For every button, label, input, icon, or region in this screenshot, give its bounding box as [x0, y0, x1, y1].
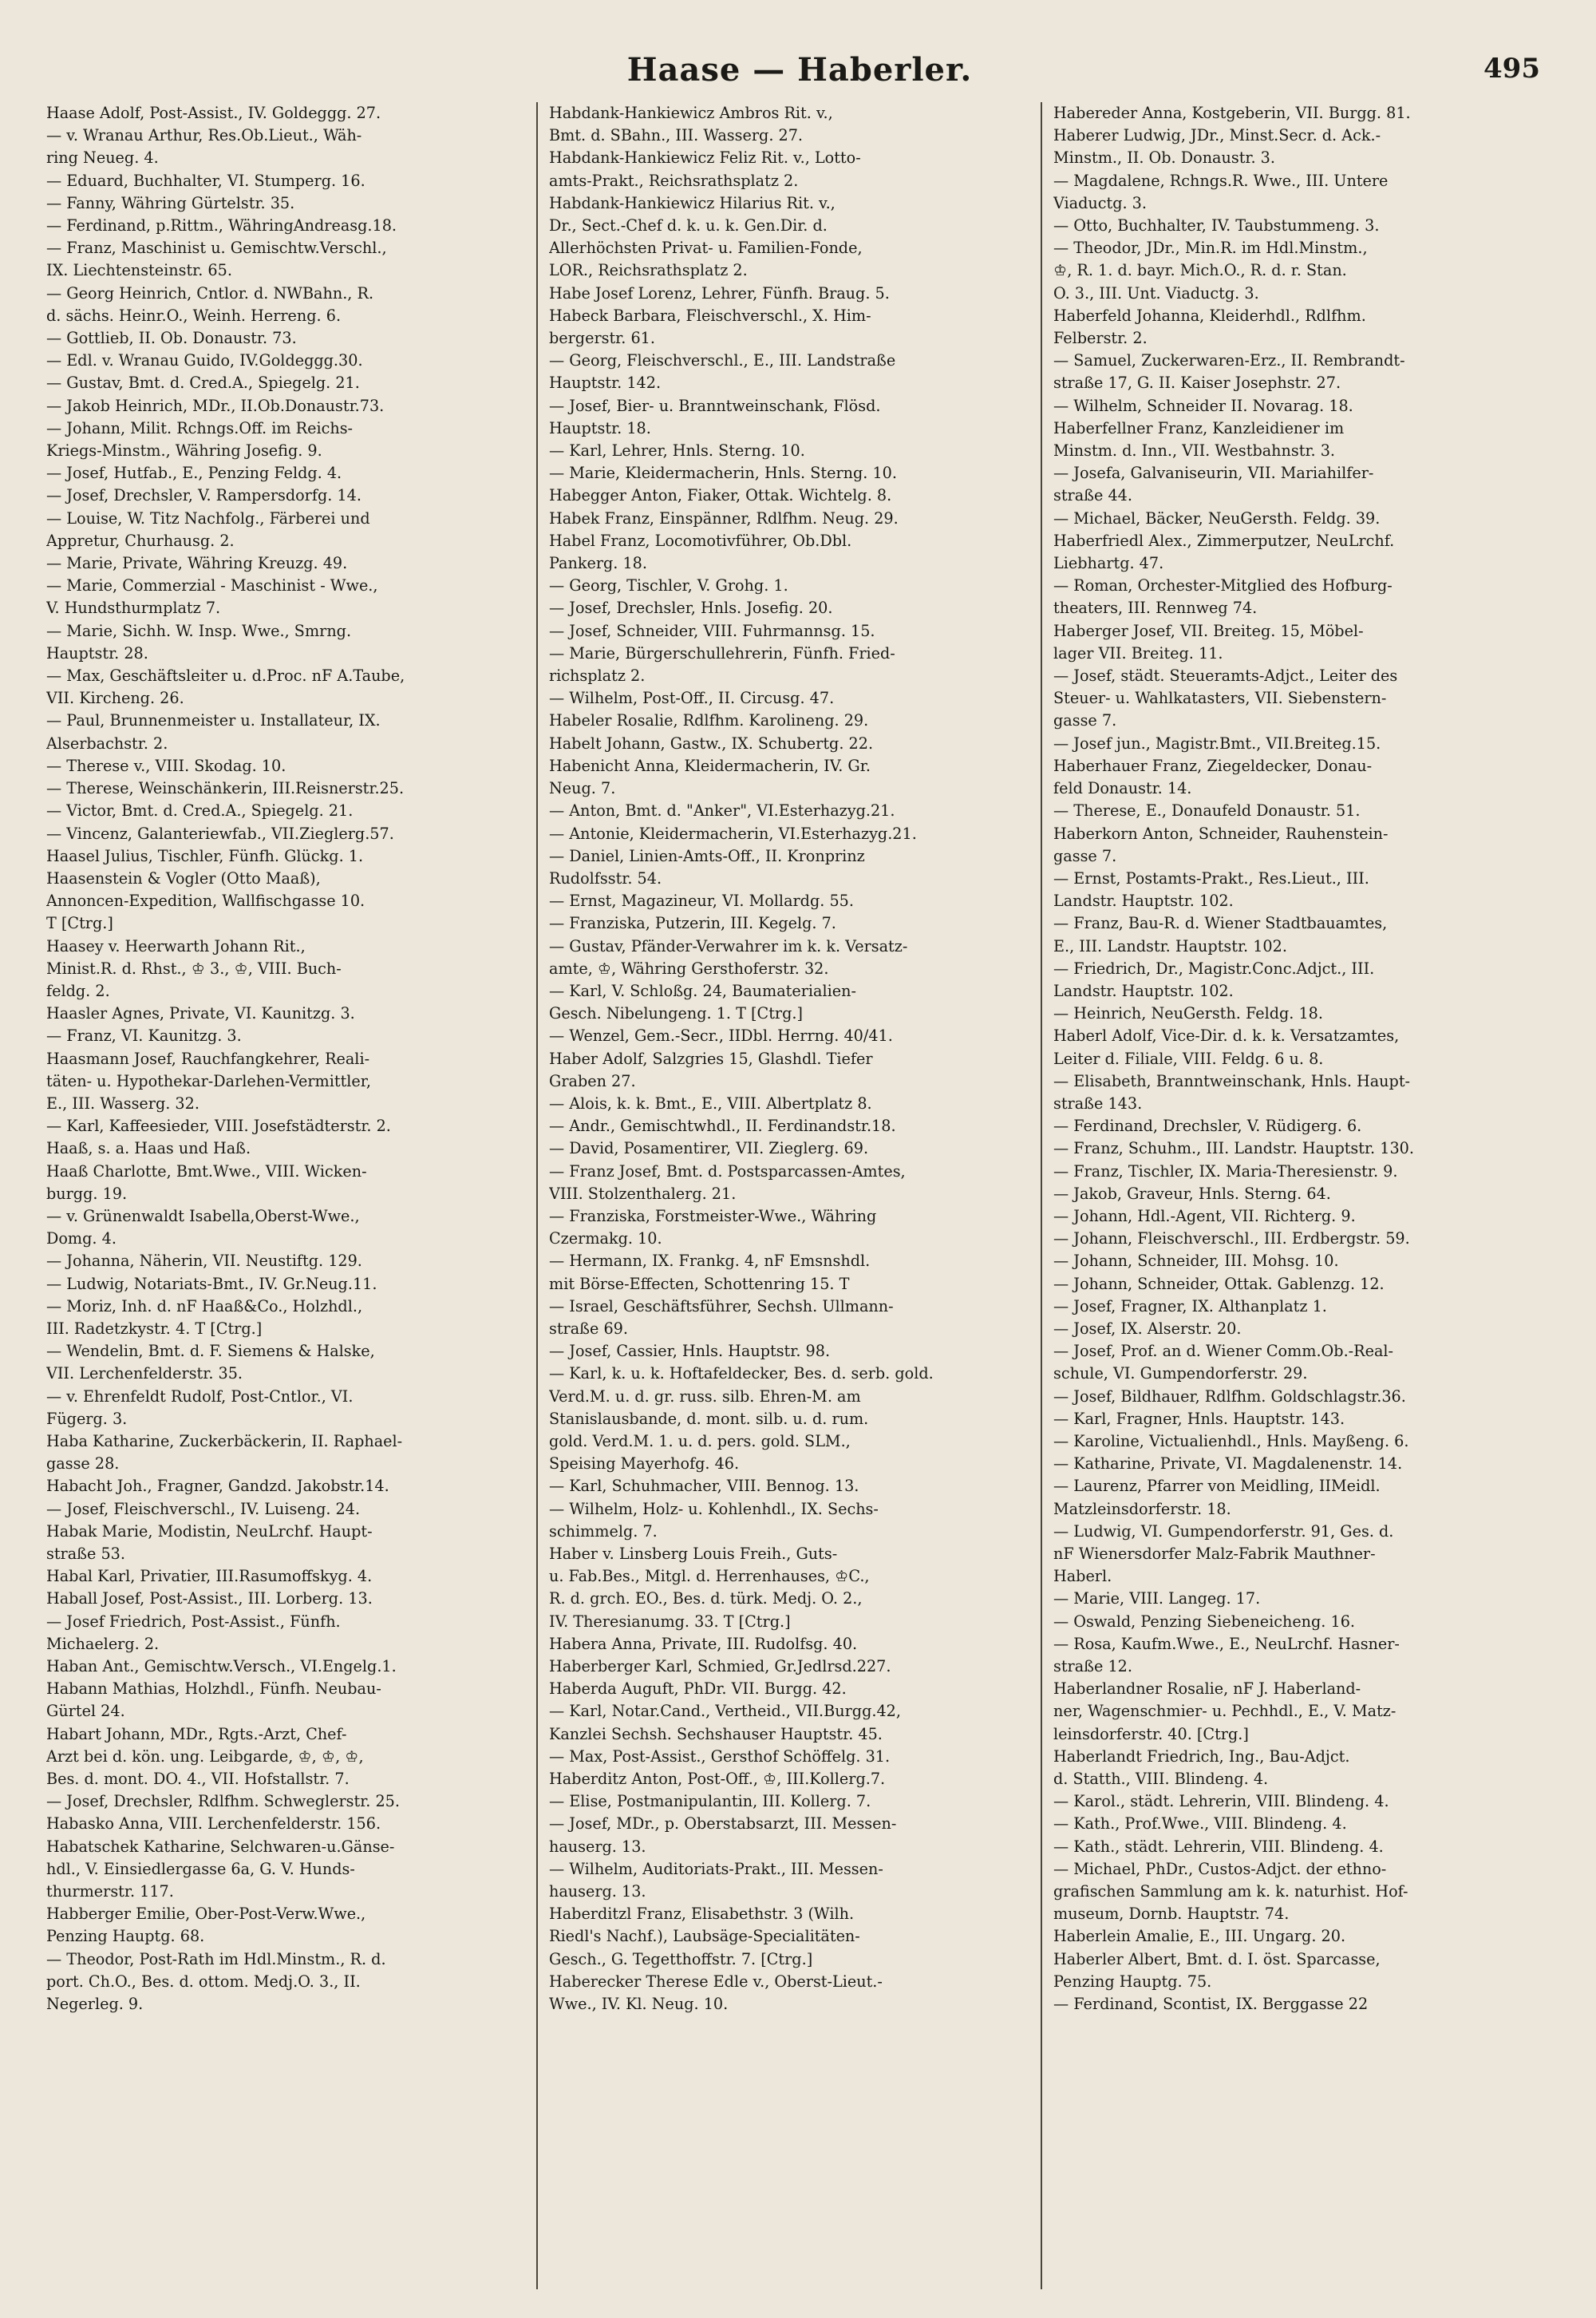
directory-line: Dr., Sect.-Chef d. k. u. k. Gen.Dir. d.: [549, 216, 828, 235]
directory-line: — Karl, Notar.Cand., Vertheid., VII.Burgg.42,: [549, 1702, 901, 1721]
directory-line: Allerhöchsten Privat- u. Familien-Fonde,: [549, 239, 863, 258]
directory-line: ♔, R. 1. d. bayr. Mich.O., R. d. r. Stan.: [1053, 261, 1347, 280]
directory-line: — Wilhelm, Post-Off., II. Circusg. 47.: [549, 689, 835, 708]
directory-line: — v. Grünenwaldt Isabella,Oberst-Wwe.,: [46, 1206, 360, 1225]
directory-line: — Josef Friedrich, Post-Assist., Fünfh.: [46, 1612, 341, 1631]
directory-line: — Marie, Commerzial - Maschinist - Wwe.,: [46, 576, 378, 595]
directory-line: — Theodor, JDr., Min.R. im Hdl.Minstm.,: [1053, 239, 1368, 258]
directory-line: Habatschek Katharine, Selchwaren-u.Gänse-: [46, 1837, 395, 1856]
directory-line: Hauptstr. 142.: [549, 374, 662, 393]
directory-line: — Michael, PhDr., Custos-Adjct. der ethno-: [1053, 1859, 1387, 1878]
directory-line: — Franziska, Forstmeister-Wwe., Währing: [549, 1206, 877, 1225]
directory-line: — Karoline, Victualienhdl., Hnls. Mayßeng. 6.: [1053, 1431, 1409, 1450]
directory-line: — Georg, Tischler, V. Grohg. 1.: [549, 576, 788, 595]
directory-line: Wwe., IV. Kl. Neug. 10.: [549, 1995, 729, 2014]
directory-line: Haberlein Amalie, E., III. Ungarg. 20.: [1053, 1927, 1346, 1946]
directory-line: bergerstr. 61.: [549, 329, 655, 348]
directory-line: Steuer- u. Wahlkatasters, VII. Siebenstern-: [1053, 689, 1387, 708]
directory-line: — Eduard, Buchhalter, VI. Stumperg. 16.: [46, 171, 365, 190]
directory-line: täten- u. Hypothekar-Darlehen-Vermittler,: [46, 1071, 371, 1090]
directory-line: — Gustav, Pfänder-Verwahrer im k. k. Versatz-: [549, 936, 908, 955]
directory-line: — Kath., städt. Lehrerin, VIII. Blindeng. 4.: [1053, 1837, 1384, 1856]
directory-line: — Karl, V. Schloßg. 24, Baumaterialien-: [549, 981, 856, 1000]
directory-line: ner, Wagenschmier- u. Pechhdl., E., V. Matz-: [1053, 1702, 1396, 1721]
directory-line: Habasko Anna, VIII. Lerchenfelderstr. 156.: [46, 1814, 381, 1833]
directory-line: — Friedrich, Dr., Magistr.Conc.Adjct., III.: [1053, 959, 1375, 978]
directory-line: — Ludwig, Notariats-Bmt., IV. Gr.Neug.11.: [46, 1274, 377, 1293]
directory-line: Haba Katharine, Zuckerbäckerin, II. Raphael-: [46, 1431, 403, 1450]
directory-line: d. sächs. Heinr.O., Weinh. Herreng. 6.: [46, 306, 342, 325]
directory-line: Minstm. d. Inn., VII. Westbahnstr. 3.: [1053, 441, 1336, 461]
directory-line: — Louise, W. Titz Nachfolg., Färberei und: [46, 508, 370, 528]
directory-line: O. 3., III. Unt. Viaductg. 3.: [1053, 283, 1259, 303]
directory-line: — Franz, Schuhm., III. Landstr. Hauptstr. 130.: [1053, 1139, 1414, 1158]
directory-line: — Josef, Fleischverschl., IV. Luiseng. 24.: [46, 1499, 361, 1518]
directory-line: theaters, III. Rennweg 74.: [1053, 599, 1258, 618]
directory-line: Rudolfsstr. 54.: [549, 868, 662, 888]
directory-line: — Josef, Prof. an d. Wiener Comm.Ob.-Real-: [1053, 1342, 1394, 1361]
directory-line: — Therese, Weinschänkerin, III.Reisnerstr.25.: [46, 779, 405, 798]
directory-line: Haberditzl Franz, Elisabethstr. 3 (Wilh.: [549, 1905, 855, 1924]
directory-line: — Anton, Bmt. d. "Anker", VI.Esterhazyg.21.: [549, 801, 895, 821]
directory-line: R. d. grch. EO., Bes. d. türk. Medj. O. 2.,: [549, 1589, 863, 1608]
directory-line: gasse 28.: [46, 1454, 120, 1473]
directory-line: VII. Lerchenfelderstr. 35.: [46, 1364, 243, 1383]
directory-line: gold. Verd.M. 1. u. d. pers. gold. SLM.,: [549, 1431, 851, 1450]
directory-line: Habart Johann, MDr., Rgts.-Arzt, Chef-: [46, 1724, 347, 1743]
directory-line: — Johann, Hdl.-Agent, VII. Richterg. 9.: [1053, 1206, 1356, 1225]
directory-line: Fügerg. 3.: [46, 1409, 128, 1428]
directory-line: Haber Adolf, Salzgries 15, Glashdl. Tiefer: [549, 1049, 873, 1068]
directory-line: — Josef, IX. Alserstr. 20.: [1053, 1319, 1242, 1338]
directory-line: Haasler Agnes, Private, VI. Kaunitzg. 3.: [46, 1004, 355, 1023]
directory-line: Habelt Johann, Gastw., IX. Schubertg. 22.: [549, 734, 874, 753]
directory-line: III. Radetzkystr. 4. T [Ctrg.]: [46, 1319, 263, 1338]
directory-line: — Heinrich, NeuGersth. Feldg. 18.: [1053, 1004, 1323, 1023]
column-divider: [1041, 102, 1042, 2289]
directory-line: Habeler Rosalie, Rdlfhm. Karolineng. 29.: [549, 711, 869, 730]
directory-line: — Marie, Kleidermacherin, Hnls. Sterng. 10.: [549, 464, 897, 483]
directory-line: — Kath., Prof.Wwe., VIII. Blindeng. 4.: [1053, 1814, 1347, 1833]
directory-line: Haase Adolf, Post-Assist., IV. Goldeggg. 27.: [46, 104, 381, 122]
directory-line: Speising Mayerhofg. 46.: [549, 1454, 740, 1473]
directory-line: gasse 7.: [1053, 846, 1117, 865]
directory-line: — Magdalene, Rchngs.R. Wwe., III. Untere: [1053, 171, 1389, 190]
directory-line: — Elisabeth, Branntweinschank, Hnls. Haupt-: [1053, 1071, 1411, 1090]
directory-line: — Victor, Bmt. d. Cred.A., Spiegelg. 21.: [46, 801, 354, 821]
directory-line: — Johann, Schneider, Ottak. Gablenzg. 12.: [1053, 1274, 1385, 1293]
directory-line: — Franz, Bau-R. d. Wiener Stadtbauamtes,: [1053, 914, 1388, 933]
directory-line: Minist.R. d. Rhst., ♔ 3., ♔, VIII. Buch-: [46, 959, 342, 978]
directory-line: Appretur, Churhausg. 2.: [46, 531, 235, 550]
directory-line: IV. Theresianumg. 33. T [Ctrg.]: [549, 1612, 791, 1631]
directory-line: — Johanna, Näherin, VII. Neustiftg. 129.: [46, 1252, 362, 1271]
directory-line: Kriegs-Minstm., Währing Josefig. 9.: [46, 441, 322, 461]
directory-line: Liebhartg. 47.: [1053, 554, 1164, 573]
directory-line: d. Statth., VIII. Blindeng. 4.: [1053, 1770, 1269, 1789]
directory-line: — Josef, MDr., p. Oberstabsarzt, III. Messen-: [549, 1814, 897, 1833]
directory-line: Kanzlei Sechsh. Sechshauser Hauptstr. 45.: [549, 1724, 883, 1743]
directory-line: — Edl. v. Wranau Guido, IV.Goldeggg.30.: [46, 351, 363, 370]
directory-line: — Josef, Bildhauer, Rdlfhm. Goldschlagstr.36.: [1053, 1386, 1406, 1406]
directory-line: schimmelg. 7.: [549, 1521, 658, 1541]
directory-line: Penzing Hauptg. 75.: [1053, 1972, 1212, 1991]
directory-line: Habdank-Hankiewicz Ambros Rit. v.,: [549, 104, 833, 122]
directory-line: Haberl.: [1053, 1567, 1112, 1586]
directory-line: — v. Ehrenfeldt Rudolf, Post-Cntlor., VI.: [46, 1386, 354, 1406]
directory-line: — Josef jun., Magistr.Bmt., VII.Breiteg.15.: [1053, 734, 1381, 753]
directory-line: Domg. 4.: [46, 1229, 117, 1248]
directory-line: — Israel, Geschäftsführer, Sechsh. Ullmann-: [549, 1296, 894, 1315]
directory-line: Haasmann Josef, Rauchfangkehrer, Reali-: [46, 1049, 370, 1068]
column-3: [1053, 102, 1529, 2289]
directory-line: — Daniel, Linien-Amts-Off., II. Kronprinz: [549, 846, 865, 865]
directory-line: Habeck Barbara, Fleischverschl., X. Him-: [549, 306, 871, 325]
directory-line: — Franz, Maschinist u. Gemischtw.Verschl.,: [46, 239, 387, 258]
directory-line: — Franz Josef, Bmt. d. Postsparcassen-Amtes,: [549, 1161, 906, 1181]
column-1: [46, 102, 522, 2289]
running-head: Haase — Haberler.: [626, 51, 973, 89]
directory-line: Habel Franz, Locomotivführer, Ob.Dbl.: [549, 531, 852, 550]
directory-line: — Wilhelm, Holz- u. Kohlenhdl., IX. Sechs-: [549, 1499, 879, 1518]
directory-line: grafischen Sammlung am k. k. naturhist. Hof-: [1053, 1882, 1408, 1901]
directory-line: Haberlandt Friedrich, Ing., Bau-Adjct.: [1053, 1746, 1350, 1766]
directory-line: Graben 27.: [549, 1071, 636, 1090]
directory-line: V. Hundsthurmplatz 7.: [46, 599, 221, 618]
directory-line: hauserg. 13.: [549, 1837, 646, 1856]
directory-line: lager VII. Breiteg. 11.: [1053, 643, 1223, 663]
directory-line: — Georg Heinrich, Cntlor. d. NWBahn., R.: [46, 283, 374, 303]
directory-line: — Alois, k. k. Bmt., E., VIII. Albertplatz 8.: [549, 1094, 872, 1113]
directory-line: — Max, Geschäftsleiter u. d.Proc. nF A.Taube,: [46, 667, 405, 686]
directory-line: — Oswald, Penzing Siebeneicheng. 16.: [1053, 1612, 1356, 1631]
directory-line: Habak Marie, Modistin, NeuLrchf. Haupt-: [46, 1521, 373, 1541]
directory-line: — Josef, Drechsler, V. Rampersdorfg. 14.: [46, 486, 361, 505]
directory-line: Habberger Emilie, Ober-Post-Verw.Wwe.,: [46, 1905, 366, 1924]
directory-line: — Josef, Hutfab., E., Penzing Feldg. 4.: [46, 464, 342, 483]
directory-line: — Ferdinand, Scontist, IX. Berggasse 22: [1053, 1995, 1369, 2014]
directory-line: Gesch., G. Tegetthoffstr. 7. [Ctrg.]: [549, 1949, 813, 1968]
directory-line: Habal Karl, Privatier, III.Rasumoffskyg. 4.: [46, 1567, 373, 1586]
directory-line: — Therese v., VIII. Skodag. 10.: [46, 756, 286, 775]
directory-line: — Max, Post-Assist., Gersthof Schöffelg. 31.: [549, 1746, 891, 1766]
directory-line: Hauptstr. 28.: [46, 643, 148, 663]
directory-line: — Josef, Fragner, IX. Althanplatz 1.: [1053, 1296, 1327, 1315]
directory-line: Annoncen-Expedition, Wallfischgasse 10.: [46, 892, 365, 911]
directory-line: Landstr. Hauptstr. 102.: [1053, 892, 1234, 911]
directory-line: Verd.M. u. d. gr. russ. silb. Ehren-M. am: [549, 1386, 861, 1406]
directory-line: Czermakg. 10.: [549, 1229, 662, 1248]
directory-line: — Josefa, Galvaniseurin, VII. Mariahilfer-: [1053, 464, 1374, 483]
directory-line: — Georg, Fleischverschl., E., III. Landstraße: [549, 351, 896, 370]
directory-line: T [Ctrg.]: [46, 914, 113, 933]
directory-line: Arzt bei d. kön. ung. Leibgarde, ♔, ♔, ♔,: [46, 1746, 364, 1766]
directory-line: Haberlandner Rosalie, nF J. Haberland-: [1053, 1679, 1361, 1699]
directory-line: — Ernst, Magazineur, VI. Mollardg. 55.: [549, 892, 854, 911]
directory-line: — Karol., städt. Lehrerin, VIII. Blindeng. 4.: [1053, 1792, 1389, 1811]
directory-line: thurmerstr. 117.: [46, 1882, 174, 1901]
directory-line: Habdank-Hankiewicz Feliz Rit. v., Lotto-: [549, 148, 861, 168]
page-header: [48, 51, 1551, 93]
directory-line: — Ludwig, VI. Gumpendorferstr. 91, Ges. d.: [1053, 1521, 1394, 1541]
directory-line: leinsdorferstr. 40. [Ctrg.]: [1053, 1724, 1249, 1743]
directory-line: amts-Prakt., Reichsrathsplatz 2.: [549, 171, 799, 190]
directory-line: VII. Kircheng. 26.: [46, 689, 184, 708]
directory-line: — Josef, Drechsler, Rdlfhm. Schweglerstr. 25.: [46, 1792, 400, 1811]
directory-line: — Johann, Schneider, III. Mohsg. 10.: [1053, 1252, 1339, 1271]
directory-line: Habek Franz, Einspänner, Rdlfhm. Neug. 29.: [549, 508, 899, 528]
directory-line: Landstr. Hauptstr. 102.: [1053, 981, 1234, 1000]
directory-line: — Jakob Heinrich, MDr., II.Ob.Donaustr.73.: [46, 396, 385, 415]
directory-line: Habegger Anton, Fiaker, Ottak. Wichtelg. 8.: [549, 486, 892, 505]
directory-line: Haberfeld Johanna, Kleiderhdl., Rdlfhm.: [1053, 306, 1366, 325]
directory-line: VIII. Stolzenthalerg. 21.: [549, 1184, 737, 1203]
directory-line: straße 69.: [549, 1319, 628, 1338]
directory-line: feldg. 2.: [46, 981, 110, 1000]
directory-line: Haberkorn Anton, Schneider, Rauhenstein-: [1053, 824, 1389, 843]
directory-line: Habdank-Hankiewicz Hilarius Rit. v.,: [549, 193, 836, 212]
directory-line: — Andr., Gemischtwhdl., II. Ferdinandstr.18.: [549, 1117, 896, 1136]
page-number: 495: [1483, 53, 1540, 85]
directory-line: Minstm., II. Ob. Donaustr. 3.: [1053, 148, 1275, 168]
column-2: [549, 102, 1025, 2289]
directory-line: — Gustav, Bmt. d. Cred.A., Spiegelg. 21.: [46, 374, 360, 393]
directory-line: Habera Anna, Private, III. Rudolfsg. 40.: [549, 1634, 858, 1653]
directory-line: — Jakob, Graveur, Hnls. Sterng. 64.: [1053, 1184, 1331, 1203]
directory-line: — Marie, Private, Währing Kreuzg. 49.: [46, 554, 348, 573]
directory-line: Haberfriedl Alex., Zimmerputzer, NeuLrchf.: [1053, 531, 1395, 550]
directory-line: — Karl, Schuhmacher, VIII. Bennog. 13.: [549, 1477, 859, 1496]
directory-line: Matzleinsdorferstr. 18.: [1053, 1499, 1231, 1518]
directory-line: Riedl's Nachf.), Laubsäge-Specialitäten-: [549, 1927, 860, 1946]
directory-line: Gesch. Nibelungeng. 1. T [Ctrg.]: [549, 1004, 803, 1023]
directory-line: — Johann, Milit. Rchngs.Off. im Reichs-: [46, 418, 354, 437]
directory-line: — Karl, Fragner, Hnls. Hauptstr. 143.: [1053, 1409, 1345, 1428]
directory-line: Haball Josef, Post-Assist., III. Lorberg. 13.: [46, 1589, 373, 1608]
directory-line: — Laurenz, Pfarrer von Meidling, IIMeidl.: [1053, 1477, 1381, 1496]
directory-line: Michaelerg. 2.: [46, 1634, 160, 1653]
directory-line: — Therese, E., Donaufeld Donaustr. 51.: [1053, 801, 1361, 821]
directory-line: u. Fab.Bes., Mitgl. d. Herrenhauses, ♔C.,: [549, 1567, 870, 1586]
directory-line: port. Ch.O., Bes. d. ottom. Medj.O. 3., II.: [46, 1972, 361, 1991]
directory-line: — Moriz, Inh. d. nF Haaß&Co., Holzhdl.,: [46, 1296, 363, 1315]
directory-line: Habenicht Anna, Kleidermacherin, IV. Gr.: [549, 756, 871, 775]
directory-line: Habe Josef Lorenz, Lehrer, Fünfh. Braug. 5.: [549, 283, 890, 303]
directory-line: — Karl, k. u. k. Hoftafeldecker, Bes. d. serb. gold.: [549, 1364, 934, 1383]
directory-line: Bmt. d. SBahn., III. Wasserg. 27.: [549, 126, 804, 145]
directory-line: straße 143.: [1053, 1094, 1143, 1113]
directory-line: hauserg. 13.: [549, 1882, 646, 1901]
directory-line: Alserbachstr. 2.: [46, 734, 168, 753]
directory-line: Haban Ant., Gemischtw.Versch., VI.Engelg.1.: [46, 1657, 397, 1676]
directory-line: — Otto, Buchhalter, IV. Taubstummeng. 3.: [1053, 216, 1380, 235]
directory-line: — Karl, Kaffeesieder, VIII. Josefstädterstr. 2.: [46, 1117, 391, 1136]
directory-line: — Vincenz, Galanteriewfab., VII.Zieglerg.57.: [46, 824, 394, 843]
directory-line: — Rosa, Kaufm.Wwe., E., NeuLrchf. Hasner-: [1053, 1634, 1400, 1653]
directory-columns: [46, 102, 1539, 2297]
directory-line: — Roman, Orchester-Mitglied des Hofburg-: [1053, 576, 1393, 595]
directory-line: LOR., Reichsrathsplatz 2.: [549, 261, 748, 280]
directory-line: E., III. Landstr. Hauptstr. 102.: [1053, 936, 1287, 955]
directory-line: — Josef, Cassier, Hnls. Hauptstr. 98.: [549, 1342, 831, 1361]
directory-line: museum, Dornb. Hauptstr. 74.: [1053, 1905, 1290, 1924]
column-divider: [536, 102, 538, 2289]
directory-line: mit Börse-Effecten, Schottenring 15. T: [549, 1274, 850, 1293]
directory-line: — Franz, VI. Kaunitzg. 3.: [46, 1026, 242, 1046]
directory-line: — Marie, Sichh. W. Insp. Wwe., Smrng.: [46, 621, 352, 640]
directory-line: Haaß, s. a. Haas und Haß.: [46, 1139, 251, 1158]
directory-line: Pankerg. 18.: [549, 554, 647, 573]
directory-line: Gürtel 24.: [46, 1702, 125, 1721]
directory-line: — Hermann, IX. Frankg. 4, nF Emsnshdl.: [549, 1252, 871, 1271]
directory-line: — Antonie, Kleidermacherin, VI.Esterhazyg.21.: [549, 824, 917, 843]
directory-line: gasse 7.: [1053, 711, 1117, 730]
directory-line: amte, ♔, Währing Gersthoferstr. 32.: [549, 959, 829, 978]
directory-line: Bes. d. mont. DO. 4., VII. Hofstallstr. 7.: [46, 1770, 350, 1789]
directory-line: — Ernst, Postamts-Prakt., Res.Lieut., III.: [1053, 868, 1369, 888]
directory-line: — Karl, Lehrer, Hnls. Sterng. 10.: [549, 441, 805, 461]
directory-line: Haberditz Anton, Post-Off., ♔, III.Kollerg.7.: [549, 1770, 886, 1789]
directory-line: Habann Mathias, Holzhdl., Fünfh. Neubau-: [46, 1679, 381, 1699]
directory-line: Haberda Auguft, PhDr. VII. Burgg. 42.: [549, 1679, 847, 1699]
directory-line: — Wendelin, Bmt. d. F. Siemens & Halske,: [46, 1342, 375, 1361]
directory-line: — Marie, VIII. Langeg. 17.: [1053, 1589, 1261, 1608]
directory-line: Haasenstein & Vogler (Otto Maaß),: [46, 868, 321, 888]
directory-line: — Wilhelm, Schneider II. Novarag. 18.: [1053, 396, 1353, 415]
directory-line: burgg. 19.: [46, 1184, 128, 1203]
directory-line: — Samuel, Zuckerwaren-Erz., II. Rembrandt-: [1053, 351, 1405, 370]
directory-line: straße 44.: [1053, 486, 1132, 505]
directory-line: Leiter d. Filiale, VIII. Feldg. 6 u. 8.: [1053, 1049, 1324, 1068]
directory-line: Haber v. Linsberg Louis Freih., Guts-: [549, 1545, 838, 1563]
directory-line: — Josef, städt. Steueramts-Adjct., Leiter des: [1053, 667, 1398, 686]
directory-line: Haberecker Therese Edle v., Oberst-Lieut.-: [549, 1972, 883, 1991]
directory-line: — Josef, Bier- u. Branntweinschank, Flösd.: [549, 396, 881, 415]
directory-line: ring Neueg. 4.: [46, 148, 159, 168]
directory-line: — Marie, Bürgerschullehrerin, Fünfh. Fried-: [549, 643, 895, 663]
directory-line: — v. Wranau Arthur, Res.Ob.Lieut., Wäh-: [46, 126, 362, 145]
directory-line: Negerleg. 9.: [46, 1995, 144, 2014]
directory-line: — Elise, Postmanipulantin, III. Kollerg. 7.: [549, 1792, 871, 1811]
directory-line: Felberstr. 2.: [1053, 329, 1148, 348]
directory-line: — David, Posamentirer, VII. Zieglerg. 69.: [549, 1139, 869, 1158]
directory-line: — Paul, Brunnenmeister u. Installateur, IX.: [46, 711, 381, 730]
directory-line: Haberer Ludwig, JDr., Minst.Secr. d. Ack.-: [1053, 126, 1381, 145]
directory-line: E., III. Wasserg. 32.: [46, 1094, 200, 1113]
directory-line: — Franz, Tischler, IX. Maria-Theresienstr. 9.: [1053, 1161, 1398, 1181]
directory-line: — Fanny, Währing Gürtelstr. 35.: [46, 193, 295, 212]
directory-line: Haasel Julius, Tischler, Fünfh. Glückg. 1.: [46, 846, 364, 865]
directory-line: Stanislausbande, d. mont. silb. u. d. rum.: [549, 1409, 869, 1428]
directory-line: — Josef, Drechsler, Hnls. Josefig. 20.: [549, 599, 833, 618]
directory-line: — Wenzel, Gem.-Secr., IIDbl. Herrng. 40/41.: [549, 1026, 893, 1046]
directory-line: Habacht Joh., Fragner, Gandzd. Jakobstr.14.: [46, 1477, 389, 1496]
directory-line: richsplatz 2.: [549, 667, 646, 686]
directory-line: — Ferdinand, Drechsler, V. Rüdigerg. 6.: [1053, 1117, 1362, 1136]
directory-line: — Franziska, Putzerin, III. Kegelg. 7.: [549, 914, 836, 933]
directory-line: Hauptstr. 18.: [549, 418, 651, 437]
directory-line: Haberler Albert, Bmt. d. I. öst. Sparcasse,: [1053, 1949, 1381, 1968]
directory-line: hdl., V. Einsiedlergasse 6a, G. V. Hunds-: [46, 1859, 355, 1878]
directory-line: straße 53.: [46, 1545, 125, 1563]
directory-line: schule, VI. Gumpendorferstr. 29.: [1053, 1364, 1308, 1383]
directory-line: Haberberger Karl, Schmied, Gr.Jedlrsd.227.: [549, 1657, 891, 1676]
directory-line: — Katharine, Private, VI. Magdalenenstr. 14.: [1053, 1454, 1403, 1473]
directory-line: Haberhauer Franz, Ziegeldecker, Donau-: [1053, 756, 1373, 775]
directory-line: — Gottlieb, II. Ob. Donaustr. 73.: [46, 329, 297, 348]
directory-line: straße 12.: [1053, 1657, 1132, 1676]
directory-line: Viaductg. 3.: [1053, 193, 1147, 212]
directory-line: straße 17, G. II. Kaiser Josephstr. 27.: [1053, 374, 1341, 393]
directory-line: — Ferdinand, p.Rittm., WähringAndreasg.18.: [46, 216, 397, 235]
directory-line: nF Wienersdorfer Malz-Fabrik Mauthner-: [1053, 1545, 1376, 1563]
directory-line: Neug. 7.: [549, 779, 616, 798]
directory-line: IX. Liechtensteinstr. 65.: [46, 261, 232, 280]
directory-line: — Theodor, Post-Rath im Hdl.Minstm., R. d.: [46, 1949, 386, 1968]
directory-line: — Josef, Schneider, VIII. Fuhrmannsg. 15.: [549, 621, 875, 640]
directory-line: Haberfellner Franz, Kanzleidiener im: [1053, 418, 1345, 437]
directory-line: Haaß Charlotte, Bmt.Wwe., VIII. Wicken-: [46, 1161, 367, 1181]
directory-line: — Johann, Fleischverschl., III. Erdbergstr. 59.: [1053, 1229, 1410, 1248]
directory-line: Haasey v. Heerwarth Johann Rit.,: [46, 936, 306, 955]
directory-line: — Michael, Bäcker, NeuGersth. Feldg. 39.: [1053, 508, 1381, 528]
directory-line: Habereder Anna, Kostgeberin, VII. Burgg. 81.: [1053, 104, 1411, 122]
directory-line: Penzing Hauptg. 68.: [46, 1927, 205, 1946]
directory-line: Haberl Adolf, Vice-Dir. d. k. k. Versatzamtes,: [1053, 1026, 1400, 1046]
directory-line: feld Donaustr. 14.: [1053, 779, 1192, 798]
directory-line: — Wilhelm, Auditoriats-Prakt., III. Messen-: [549, 1859, 883, 1878]
directory-line: Haberger Josef, VII. Breiteg. 15, Möbel-: [1053, 621, 1364, 640]
